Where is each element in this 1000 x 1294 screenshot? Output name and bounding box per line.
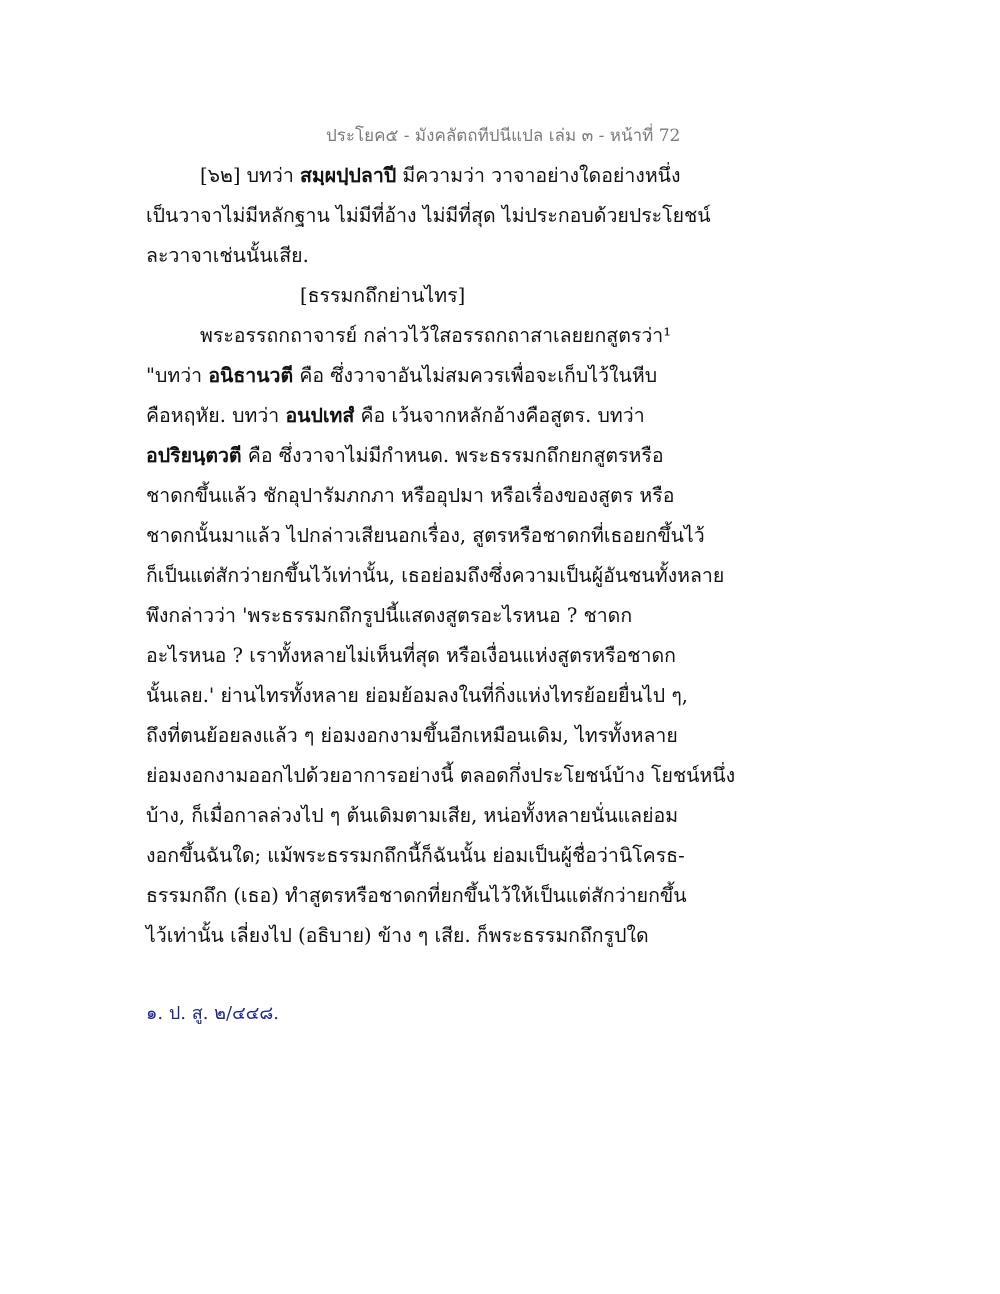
paragraph-line — [200, 163, 681, 189]
paragraph-line: ถึงที่ตนย้อยลงแล้ว ๆ ย่อมงอกงามขึ้นอีกเหมือนเดิม, ไทรทั้งหลาย — [146, 724, 678, 747]
paragraph-line: ไว้เท่านั้น เลี่ยงไป (อธิบาย) ข้าง ๆ เสีย. ก็พระธรรมกถึกรูปใด — [146, 924, 649, 947]
text-run: มีความว่า วาจาอย่างใดอย่างหนึ่ง — [396, 164, 681, 187]
paragraph-line: ชาดกนั้นมาแล้ว ไปกล่าวเสียนอกเรื่อง, สูตรหรือชาดกที่เธอยกขึ้นไว้ — [146, 524, 705, 547]
paragraph-line: นั้นเลย.' ย่านไทรทั้งหลาย ย่อมย้อมลงในที่กิ่งแห่งไทรย้อยยื่นไป ๆ, — [146, 684, 688, 707]
text-run: คือ ซึ่งวาจาไม่มีกำหนด. พระธรรมกถึกยกสูตรหรือ — [241, 444, 664, 467]
bold-term: สมฺผปฺปลาปี — [299, 164, 397, 187]
text-run: คือหฤหัย. บทว่า — [146, 404, 286, 427]
section-heading: [ธรรมกถึกย่านไทร] — [300, 284, 466, 307]
paragraph-line: บ้าง, ก็เมื่อกาลล่วงไป ๆ ต้นเดิมตามเสีย, หน่อทั้งหลายนั่นแลย่อม — [146, 804, 679, 827]
paragraph-line: พระอรรถกถาจารย์ กล่าวไว้ใสอรรถกถาสาเลยยกสูตรว่า¹ — [200, 324, 672, 347]
paragraph-line: พึงกล่าวว่า 'พระธรรมกถึกรูปนี้แสดงสูตรอะไรหนอ ? ชาดก — [146, 604, 633, 627]
text-run: [๖๒] บทว่า — [200, 164, 300, 187]
page-header: ประโยค๕ - มังคลัตถทีปนีแปล เล่ม ๓ - หน้าที่ 72 — [326, 126, 681, 146]
bold-term: อปริยนฺตวตี — [146, 444, 242, 467]
paragraph-line: เป็นวาจาไม่มีหลักฐาน ไม่มีที่อ้าง ไม่มีที่สุด ไม่ประกอบด้วยประโยชน์ — [146, 204, 711, 227]
paragraph-line — [146, 363, 657, 389]
bold-term: อนปเทสํ — [285, 404, 355, 427]
paragraph-line: ชาดกขึ้นแล้ว ชักอุปารัมภกภา หรืออุปมา หรือเรื่องของสูตร หรือ — [146, 484, 675, 507]
paragraph-line: อะไรหนอ ? เราทั้งหลายไม่เห็นที่สุด หรือเงื่อนแห่งสูตรหรือชาดก — [146, 644, 676, 667]
paragraph-line — [146, 443, 664, 469]
footnote: ๑. ป. สู. ๒/๔๔๘. — [146, 1003, 279, 1024]
paragraph-line: ละวาจาเช่นนั้นเสีย. — [146, 244, 309, 267]
bold-term: อนิธานวตี — [208, 364, 294, 387]
text-run: "บทว่า — [146, 364, 209, 387]
paragraph-line — [146, 403, 645, 429]
paragraph-line: ย่อมงอกงามออกไปด้วยอาการอย่างนี้ ตลอดกึ่งประโยชน์บ้าง โยชน์หนึ่ง — [146, 764, 736, 787]
paragraph-line: ก็เป็นแต่สักว่ายกขึ้นไว้เท่านั้น, เธอย่อมถึงซึ่งความเป็นผู้อันชนทั้งหลาย — [146, 564, 725, 587]
paragraph-line: ธรรมกถึก (เธอ) ทำสูตรหรือชาดกที่ยกขึ้นไว้ให้เป็นแต่สักว่ายกขึ้น — [146, 884, 687, 907]
text-run: คือ เว้นจากหลักอ้างคือสูตร. บทว่า — [354, 404, 645, 427]
paragraph-line: งอกขึ้นฉันใด; แม้พระธรรมกถึกนี้ก็ฉันนั้น ย่อมเป็นผู้ชื่อว่านิโครธ- — [146, 844, 685, 867]
text-run: คือ ซึ่งวาจาอันไม่สมควรเพื่อจะเก็บไว้ในหีบ — [293, 364, 658, 387]
